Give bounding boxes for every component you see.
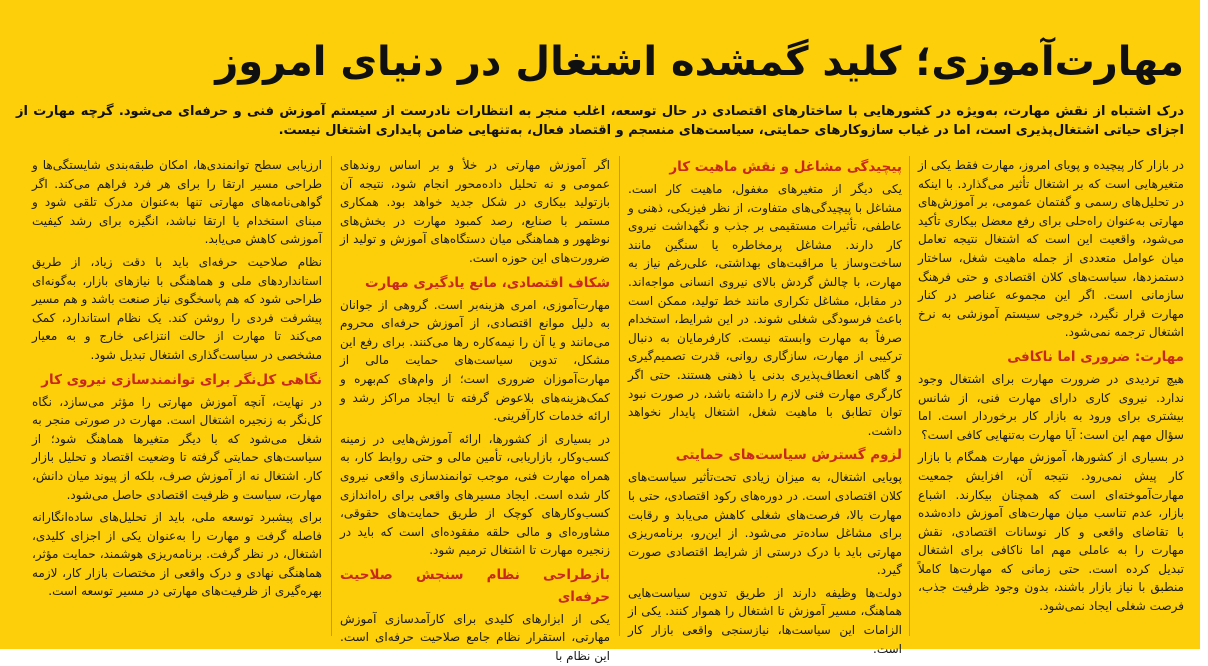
article-lead: درک اشتباه از نقش مهارت، به‌ویژه در کشورهایی با ساختارهای اقتصادی در حال توسعه، اغلب منجر به انتظارات نادرست از سیستم آموزش فنی و حرفه‌ای می‌شود. گرچه مهارت از اجزای حیاتی اشتغال‌پذیری است، اما در غیاب سازوکارهای حمایتی، سیاست‌های منسجم و اقتصاد فعال، به‌تنهایی ضامن پایداری اشتغال نیست. [16, 104, 1184, 138]
paragraph: هیچ تردیدی در ضرورت مهارت برای اشتغال وجود ندارد. نیروی کاری دارای مهارت فنی، از شانس بیشتری برای ورود به بازار کار برخوردار است. اما سؤال مهم این است: آیا مهارت به‌تنهایی کافی است؟ [918, 371, 1184, 442]
subheading: پیچیدگی مشاغل و نقش ماهیت کار [669, 159, 902, 175]
subheading: شکاف اقتصادی، مانع یادگیری مهارت [364, 274, 610, 291]
column-1 [909, 156, 1184, 636]
paragraph: نظام صلاحیت حرفه‌ای باید با دقت زیاد، از طریق استانداردهای ملی و هماهنگی با نیازهای بازار، به‌گونه‌ای طراحی شود که هم پاسخگوی نیاز صنعت باشد و هم مسیر پیشرفت فردی را روشن کند. یک نظام استاندارد، کمک می‌کند تا مهارت از حالت انتزاعی خارج و به معیار مشخصی در سیاست‌گذاری اشتغال تبدیل شود. [32, 254, 322, 362]
column-2 [619, 156, 902, 656]
top-rule [0, 0, 1208, 10]
paragraph: در بازار کار پیچیده و پویای امروز، مهارت فقط یکی از متغیرهایی است که بر اشتغال تأثیر می‌گذارد. با اینکه در تحلیل‌های رسمی و گفتمان عمومی، بر آموزش‌های مهارتی به‌عنوان راه‌حلی برای رفع معضل بیکاری تأکید می‌شود، واقعیت این است که اشتغال نتیجه تعامل میان عوامل متعددی از جمله ماهیت شغل، ساختار دستمزدها، سیاست‌های کلان اقتصادی و حتی فرهنگ سازمانی است. اگر این مجموعه عناصر در کنار مهارت قرار نگیرد، خروجی سیستم آموزشی به نرخ اشتغال ترجمه نمی‌شود. [918, 158, 1184, 340]
paragraph: پویایی اشتغال، به میزان زیادی تحت‌تأثیر سیاست‌های کلان اقتصادی است. در دوره‌های رکود اقتصادی، حتی با مهارت بالا، فرصت‌های شغلی کاهش می‌یابد و رقابت برای مشاغل ساده‌تر می‌شود. از این‌رو، برنامه‌ریزی مهارتی باید با درک درستی از شرایط اقتصادی صورت گیرد. [628, 470, 902, 578]
paragraph: یکی از ابزارهای کلیدی برای کارآمدسازی آموزش مهارتی، استقرار نظام جامع صلاحیت حرفه‌ای است. این نظام با [340, 611, 610, 664]
page-edge [1200, 0, 1208, 649]
subheading: مهارت: ضروری اما ناکافی [1007, 348, 1184, 365]
column-3 [331, 156, 610, 664]
paragraph: یکی دیگر از متغیرهای مغفول، ماهیت کار است. مشاغل با پیچیدگی‌های متفاوت، از نظر فیزیکی، ذهنی و عاطفی، تأثیرات مستقیمی بر جذب و نگهداشت نیروی کار دارند. مشاغل پرمخاطره یا سنگین مانند ساخت‌وساز یا مراقبت‌های بهداشتی، علی‌رغم نیاز به مهارت، با چالش گردش بالای نیروی انسانی مواجه‌اند. در مقابل، مشاغل تکراری مانند خط تولید، ممکن است باعث فرسودگی شغلی شوند. در این شرایط، استخدام صرفاً به مهارت وابسته نیست. کارفرمایان به دنبال ترکیبی از مهارت، سازگاری روانی، قدرت تصمیم‌گیری و گاهی انعطاف‌پذیری بدنی یا ذهنی هستند. حتی اگر کارگری مهارت فنی لازم را داشته باشد، در صورت نبود توان تطابق با ماهیت شغل، اشتغال پایدار نخواهد داشت. [628, 182, 902, 438]
subheading: بازطراحی نظام سنجش صلاحیت حرفه‌ای [340, 566, 610, 605]
paragraph: در بسیاری از کشورها، ارائه آموزش‌هایی در زمینه کسب‌وکار، بازاریابی، تأمین مالی و حتی روابط کار، به همراه مهارت فنی، موجب توانمندسازی واقعی نیروی کار شده است. ایجاد مسیرهای واقعی برای راه‌اندازی کسب‌وکارهای کوچک از طریق حمایت‌های حقوقی، مشاوره‌ای و مالی حلقه مفقوده‌ای است که باید در زنجیره مهارت تا اشتغال ترمیم شود. [340, 431, 610, 558]
article-title: مهارت‌آموزی؛ کلید گمشده اشتغال در دنیای امروز [215, 39, 1184, 85]
paragraph: اگر آموزش مهارتی در خلأ و بر اساس روندهای عمومی و نه تحلیل داده‌محور انجام شود، نتیجه آن بازتولید بیکاری در شکل جدید خواهد بود. همکاری مستمر با صنایع، رصد کمبود مهارت در بخش‌های نوظهور و هماهنگی میان دستگاه‌های آموزش و تولید از ضرورت‌های این حوزه است. [340, 158, 610, 265]
subheading: لزوم گسترش سیاست‌های حمایتی [675, 447, 902, 464]
paragraph: در نهایت، آنچه آموزش مهارتی را مؤثر می‌سازد، نگاه کل‌نگر به زنجیره اشتغال است. مهارت در صورتی منجر به شغل می‌شود که با دیگر متغیرها هماهنگ شود؛ از سیاست‌های حمایتی گرفته تا وضعیت اقتصاد و تحلیل بازار کار. اشتغال نه از آموزش صرف، بلکه از پیوند میان دانش، مهارت، سیاست و ظرفیت اقتصادی حاصل می‌شود. [32, 394, 322, 502]
paragraph: مهارت‌آموزی، امری هزینه‌بر است. گروهی از جوانان به دلیل موانع اقتصادی، از آموزش حرفه‌ای محروم می‌مانند و یا آن را نیمه‌کاره رها می‌کنند. برای رفع این مشکل، تدوین سیاست‌های حمایت مالی از مهارت‌آموزان ضروری است؛ از وام‌های کم‌بهره و کمک‌هزینه‌های بلاعوض گرفته تا ایجاد مراکز رشد و ارائه خدمات کارآفرینی. [340, 297, 610, 424]
paragraph: ارزیابی سطح توانمندی‌ها، امکان طبقه‌بندی شایستگی‌ها و طراحی مسیر ارتقا را برای هر فرد فراهم می‌کند. اگر گواهی‌نامه‌های مهارتی تنها به‌عنوان مدرک تلقی شود و مبنای استخدام یا ارتقا نباشد، انگیزه برای رشد کیفیت آموزشی کاهش می‌یابد. [32, 158, 322, 247]
subheading: نگاهی کل‌نگر برای توانمندسازی نیروی کار [41, 371, 322, 388]
paragraph: برای پیشبرد توسعه ملی، باید از تحلیل‌های ساده‌انگارانه فاصله گرفت و مهارت را به‌عنوان یکی از اجزای کلیدی، اشتغال، در نظر گرفت. برنامه‌ریزی هوشمند، حمایت مؤثر، هماهنگی نهادی و درک واقعی از مختصات بازار کار، لازمه بهره‌گیری از ظرفیت‌های مهارتی در مسیر توسعه است. [32, 510, 322, 599]
column-4 [32, 156, 322, 636]
paragraph: دولت‌ها وظیفه دارند از طریق تدوین سیاست‌هایی هماهنگ، مسیر آموزش تا اشتغال را هموار کنند. یکی از الزامات این سیاست‌ها، نیازسنجی واقعی بازار کار است. [628, 585, 902, 656]
paragraph: در بسیاری از کشورها، آموزش مهارت همگام با بازار کار پیش نمی‌رود. نتیجه آن، افزایش جمعیت مهارت‌آموخته‌ای است که همچنان بیکارند. اشباع بازار، عدم تناسب میان مهارت‌های آموزش داده‌شده با تقاضای واقعی و کار نوسانات اقتصادی، نقش مهارت را به عاملی مهم اما ناکافی برای اشتغال تبدیل کرده است. حتی زمانی که مهارت‌ها کاملاً منطبق با نیاز بازار باشند، بدون وجود ظرفیت جذب، فرصت شغلی ایجاد نمی‌شود. [918, 450, 1184, 614]
